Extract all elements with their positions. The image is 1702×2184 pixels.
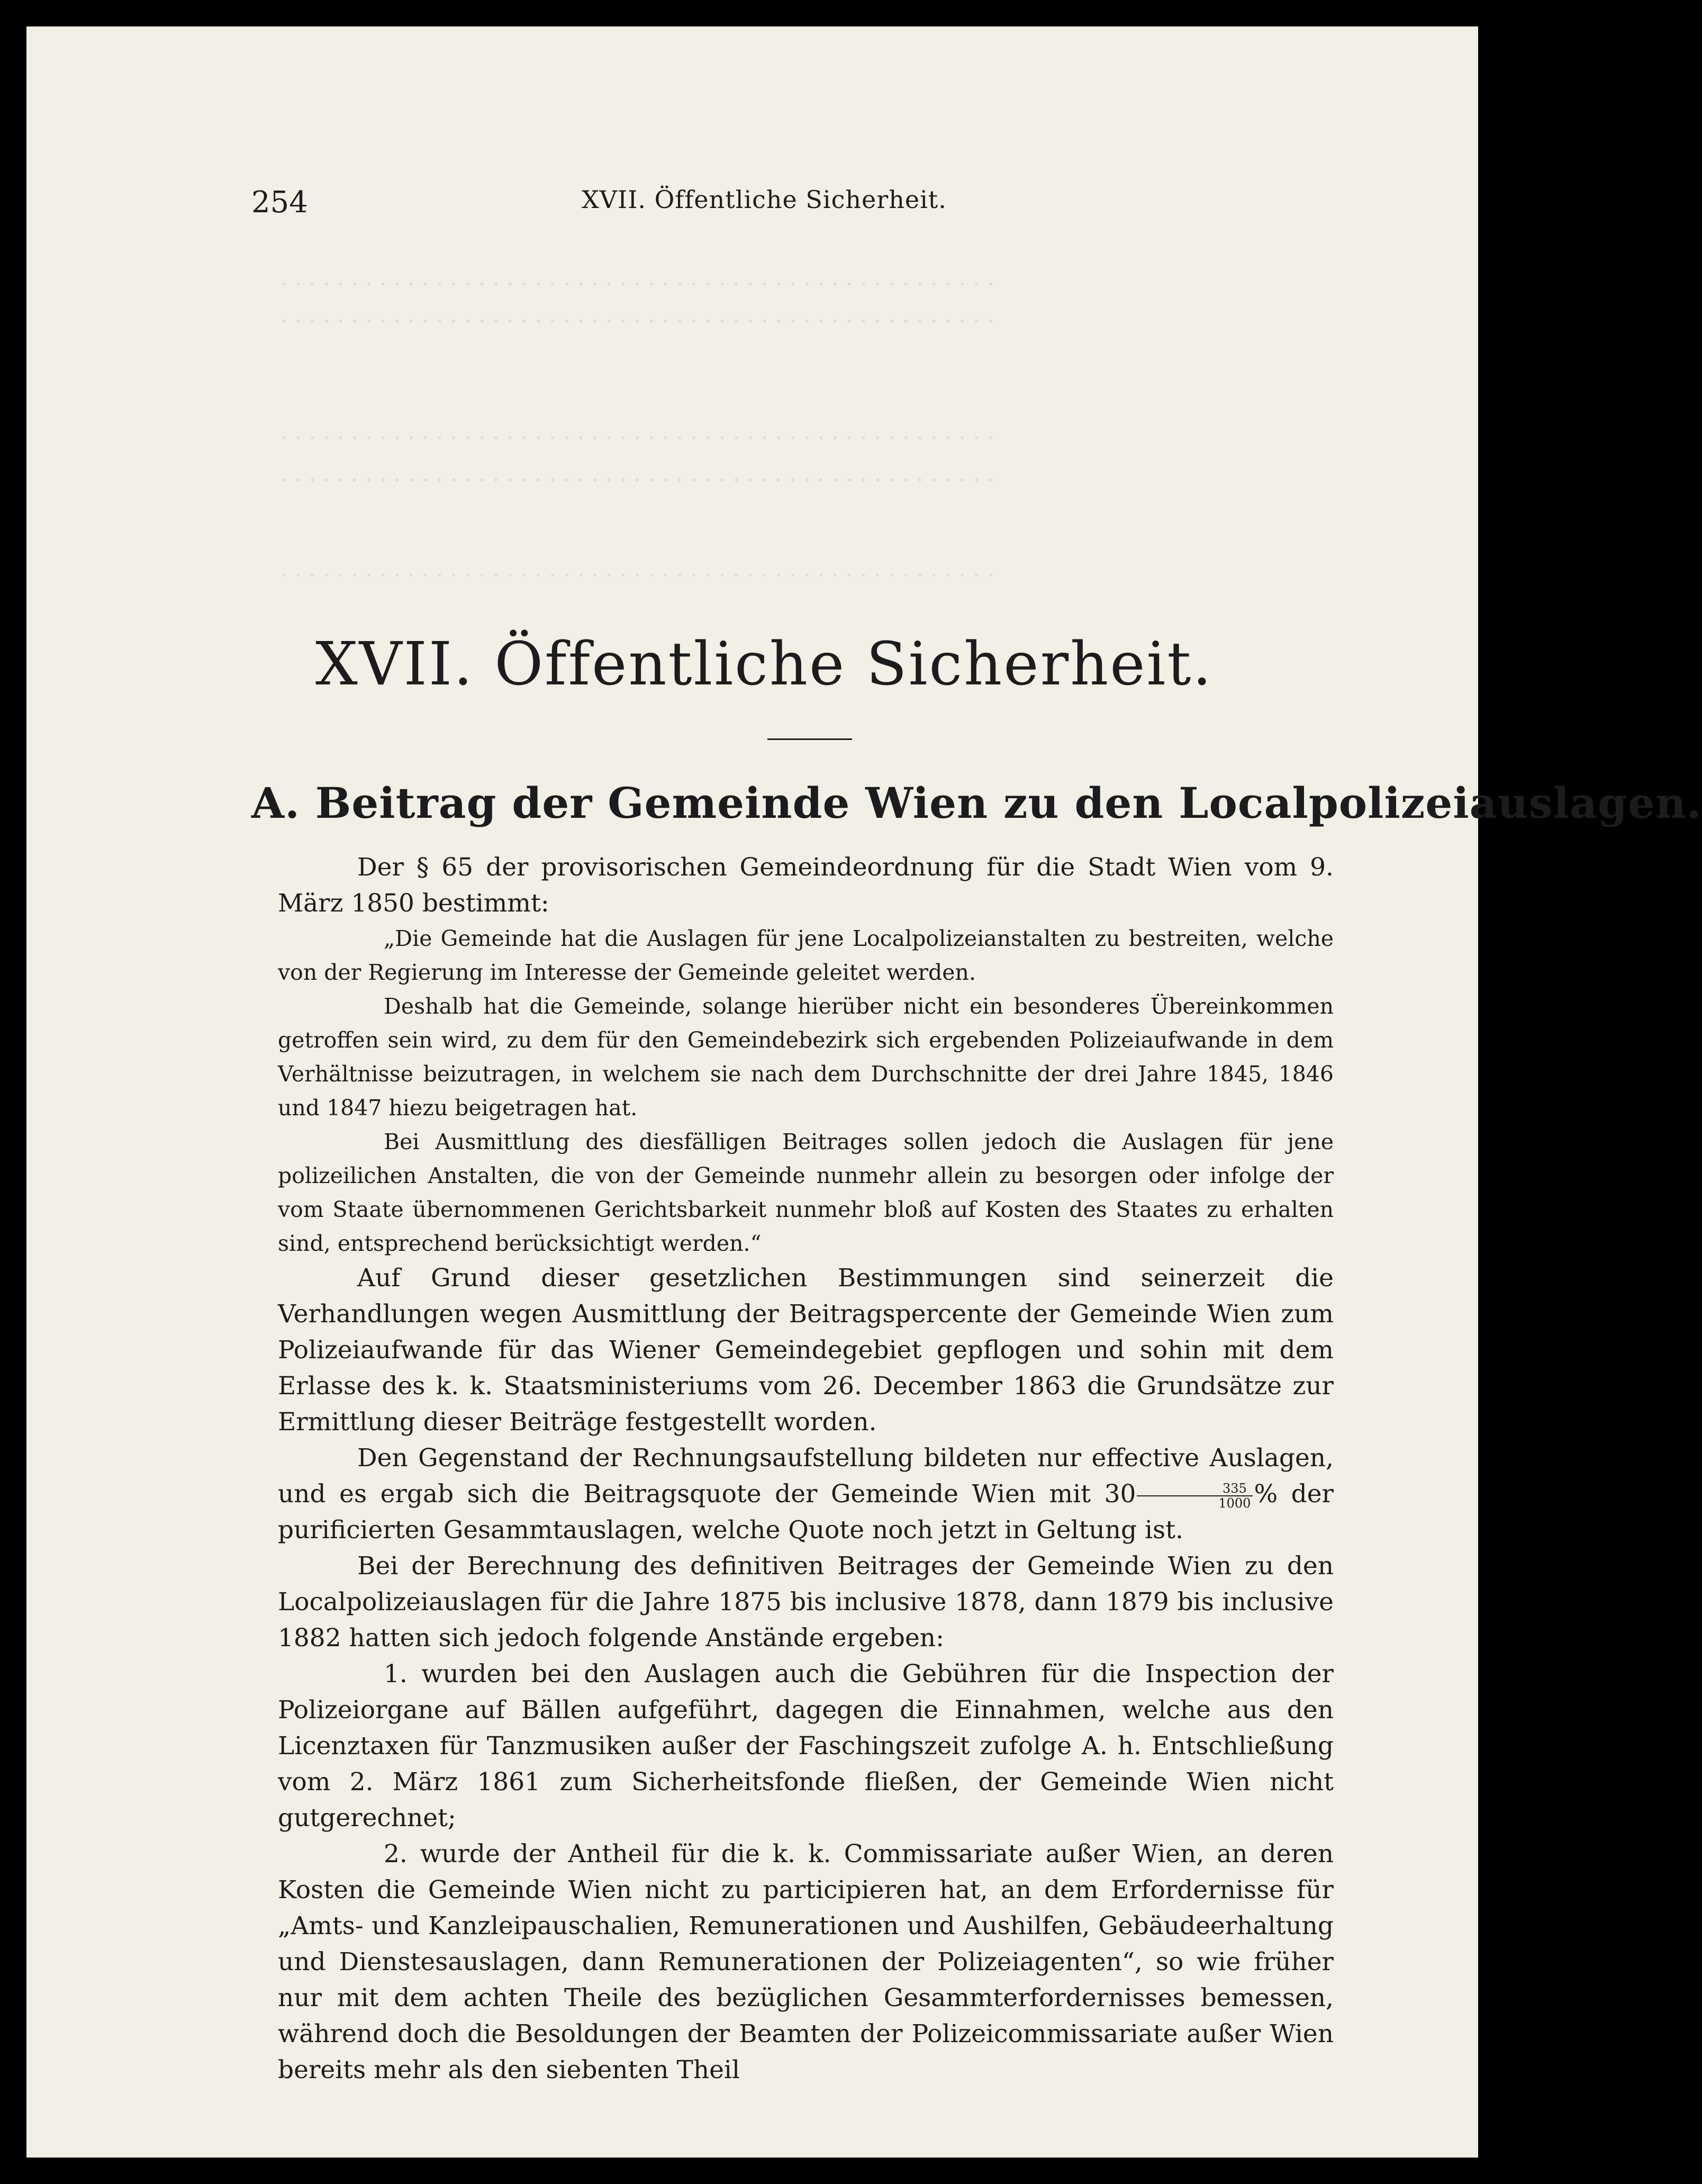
paragraph: Der § 65 der provisorischen Gemeindeordnung für die Stadt Wien vom 9. März 1850 bestimmt: xyxy=(278,853,1334,918)
fraction xyxy=(1137,1482,1253,1510)
document-page xyxy=(26,26,1702,2158)
show-through-text: . . . . . . . . . . . . . . . . . . . . . . . . . . . . . . . . . . . . . . . . . . . . . . . . . . . xyxy=(280,265,994,291)
quote-paragraph: „Die Gemeinde hat die Auslagen für jene Localpolizeianstalten zu bestreiten, welche von der Regierung im Interesse der Gemeinde geleitet werden. xyxy=(278,926,1334,985)
title-divider xyxy=(767,738,852,740)
page-number: 254 xyxy=(251,185,308,220)
paragraph: Bei der Berechnung des definitiven Beitrages der Gemeinde Wien zu den Localpolizeiauslagen für die Jahre 1875 bis inclusive 1878, dann 1879 bis inclusive 1882 hatten sich jedoch folgende Anstände ergeben: xyxy=(278,1551,1334,1653)
quote-paragraph: Bei Ausmittlung des diesfälligen Beitrages sollen jedoch die Auslagen für jene polizeilichen Anstalten, die von der Gemeinde nunmehr allein zu besorgen oder infolge der vom Staate übernommenen Gerichtsbarkeit nunmehr bloß auf Kosten des Staates zu erhalten sind, entsprechend berücksichtigt werden.“ xyxy=(278,1129,1334,1256)
list-item: 1. wurden bei den Auslagen auch die Gebühren für die Inspection der Polizeiorgane auf Bällen aufgeführt, dagegen die Einnahmen, welche aus den Licenztaxen für Tanzmusiken außer der Faschingszeit zufolge A. h. Entschließung vom 2. März 1861 zum Sicherheitsfonde fließen, der Gemeinde Wien nicht gutgerechnet; xyxy=(278,1659,1334,1833)
section-title: A. Beitrag der Gemeinde Wien zu den Localpolizeiauslagen. xyxy=(251,778,1702,828)
quote-paragraph: Deshalb hat die Gemeinde, solange hierüber nicht ein besonderes Übereinkommen getroffen sein wird, zu dem für den Gemeindebezirk sich ergebenden Polizeiaufwande in dem Verhältnisse beizutragen, in welchem sie nach dem Durchschnitte der drei Jahre 1845, 1846 und 1847 hiezu beigetragen hat. xyxy=(278,994,1334,1121)
fraction-numerator: 335 xyxy=(1137,1482,1253,1496)
list-item: 2. wurde der Antheil für die k. k. Commissariate außer Wien, an deren Kosten die Gemeinde Wien nicht zu participieren hat, an dem Erfordernisse für „Amts- und Kanzleipauschalien, Remunerationen und Aushilfen, Gebäudeerhaltung und Dienstesauslagen, dann Remunerationen der Polizeiagenten“, so wie früher nur mit dem achten Theile des bezüglichen Gesammterfordernisses bemessen, während doch die Besoldungen der Beamten der Polizeicommissariate außer Wien bereits mehr als den siebenten Theil xyxy=(278,1839,1334,2084)
body-text xyxy=(278,850,1334,2088)
show-through-text: . . . . . . . . . . . . . . . . . . . . . . . . . . . . . . . . . . . . . . . . . . . . . . . . . . . xyxy=(280,418,994,444)
show-through-text: . . . . . . . . . . . . . . . . . . . . . . . . . . . . . . . . . . . . . . . . . . . . . . . . . . . xyxy=(280,302,994,328)
paragraph xyxy=(278,1440,1334,1548)
page-header xyxy=(251,185,1277,228)
chapter-title: XVII. Öffentliche Sicherheit. xyxy=(315,630,1213,699)
show-through-text: . . . . . . . . . . . . . . . . . . . . . . . . . . . . . . . . . . . . . . . . . . . . . . . . . . . xyxy=(280,556,994,582)
running-title: XVII. Öffentliche Sicherheit. xyxy=(582,185,947,214)
paragraph-text: % der purificierten Gesammtauslagen, welche Quote noch jetzt in Geltung ist. xyxy=(278,1479,1334,1545)
show-through-text: . . . . . . . . . . . . . . . . . . . . . . . . . . . . . . . . . . . . . . . . . . . . . . . . . . . xyxy=(280,461,994,486)
fraction-denominator: 1000 xyxy=(1218,1496,1251,1511)
paragraph: Auf Grund dieser gesetzlichen Bestimmungen sind seinerzeit die Verhandlungen wegen Ausmittlung der Beitragspercente der Gemeinde Wien zum Polizeiaufwande für das Wiener Gemeindegebiet gepflogen und sohin mit dem Erlasse des k. k. Staatsministeriums vom 26. December 1863 die Grundsätze zur Ermittlung dieser Beiträge festgestellt worden. xyxy=(278,1264,1334,1437)
paragraph-text: Den Gegenstand der Rechnungsaufstellung bildeten nur effective Auslagen, und es ergab sich die Beitragsquote der Gemeinde Wien mit 30 xyxy=(278,1443,1334,1509)
